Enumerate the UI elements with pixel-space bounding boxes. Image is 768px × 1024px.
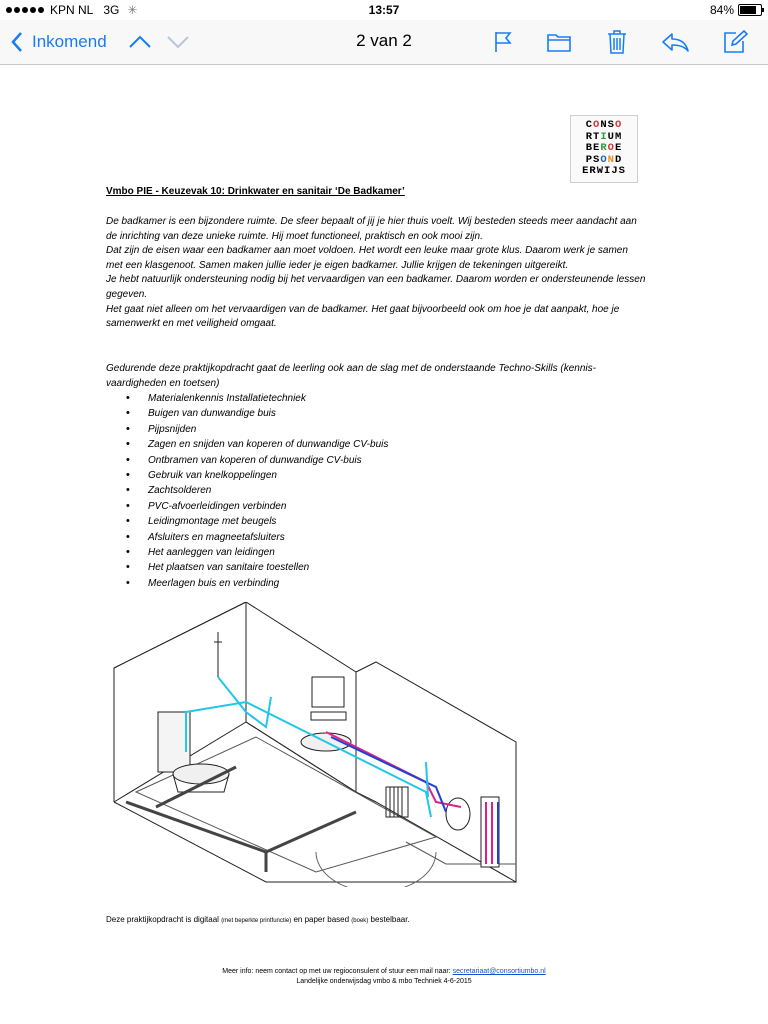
consortium-logo [570, 115, 638, 183]
flag-button[interactable] [492, 26, 514, 58]
flag-icon [492, 30, 514, 54]
skill-item: • Buigen van dunwandige buis [106, 406, 388, 421]
folder-icon [546, 31, 572, 53]
skills-intro: Gedurende deze praktijkopdracht gaat de leerling ook aan de slag met de onderstaande Techno-Skills (kennis- vaardigheden en toetsen) [106, 363, 596, 389]
footnote [106, 915, 410, 924]
logo-row: RTIUM [585, 130, 623, 143]
logo-row: BEROE [585, 142, 623, 154]
message-counter: 2 van 2 [356, 31, 412, 50]
delete-button[interactable] [605, 26, 629, 58]
skill-item: • Pijpsnijden [106, 422, 388, 437]
compose-button[interactable] [722, 26, 748, 58]
footnote-note: (boek) [351, 918, 369, 924]
footnote-text: en paper based [293, 915, 350, 924]
skill-item: • Het plaatsen van sanitaire toestellen [106, 560, 388, 575]
footnote-text: Deze praktijkopdracht is digitaal [106, 915, 219, 924]
network-label: 3G [103, 3, 120, 17]
reply-button[interactable] [660, 26, 690, 58]
footer-text: Meer info: neem contact op met uw regioconsulent of stuur een mail naar: [222, 968, 451, 975]
battery-percent: 84% [709, 3, 734, 17]
skill-item: • Afsluiters en magneetafsluiters [106, 530, 388, 545]
footnote-note: (met beperkte printfunctie) [221, 918, 292, 924]
logo-row: PSOND [585, 153, 623, 166]
skills-list [106, 391, 388, 591]
carrier-label: KPN NL [50, 3, 94, 17]
intro-text [106, 215, 646, 332]
back-label: Inkomend [32, 32, 107, 51]
skill-item: • Het aanleggen van leidingen [106, 545, 388, 560]
paragraph: Je hebt natuurlijk ondersteuning nodig bij het vervaardigen van een badkamer. Daarom worden er ondersteunende lessen gegeven. [106, 274, 646, 300]
reply-icon [660, 31, 690, 53]
skill-item: • Gebruik van knelkoppelingen [106, 468, 388, 483]
document-heading: Vmbo PIE - Keuzevak 10: Drinkwater en sanitair ‘De Badkamer’ [106, 186, 405, 197]
logo-row: CONSO [585, 119, 623, 131]
logo-row: ERWIJS [582, 165, 626, 177]
activity-spinner-icon: ✳ [127, 3, 138, 17]
paragraph: De badkamer is een bijzondere ruimte. De sfeer bepaalt of jij je hier thuis voelt. Wij besteden steeds meer aandacht aan de inrichting van deze unieke ruimte. Hij moet functioneel, praktisch en ook mooi zijn. [106, 216, 637, 242]
skill-item: • PVC-afvoerleidingen verbinden [106, 499, 388, 514]
pdf-document[interactable] [0, 65, 768, 1024]
bathroom-installation-drawing [106, 602, 526, 887]
footer-text: Landelijke onderwijsdag vmbo & mbo Techniek 4-6-2015 [296, 978, 472, 985]
paragraph: Dat zijn de eisen waar een badkamer aan moet voldoen. Het wordt een leuke maar grote klus. Daarom werk je samen met een klasgenoot. Samen maken jullie ieder je eigen badkamer. Jullie krijgen de tekeningen uitgereikt. [106, 245, 628, 271]
trash-icon [605, 29, 629, 55]
email-link[interactable]: secretariaat@consortiumbo.nl [452, 968, 546, 975]
skill-item: • Materialenkennis Installatietechniek [106, 391, 388, 406]
mail-toolbar [0, 20, 768, 65]
footnote-text: bestelbaar. [370, 915, 410, 924]
skill-item: • Ontbramen van koperen of dunwandige CV-buis [106, 453, 388, 468]
skill-item: • Meerlagen buis en verbinding [106, 576, 388, 591]
status-bar [0, 0, 768, 20]
battery-icon [738, 4, 762, 16]
clock: 13:57 [368, 3, 400, 17]
move-to-folder-button[interactable] [546, 26, 572, 58]
paragraph: Het gaat niet alleen om het vervaardigen van de badkamer. Het gaat bijvoorbeeld ook om hoe je dat aanpakt, hoe je samenwerkt en met veiligheid omgaat. [106, 303, 620, 330]
skill-item: • Zachtsolderen [106, 483, 388, 498]
document-footer [0, 967, 768, 987]
skill-item: • Leidingmontage met beugels [106, 514, 388, 529]
compose-icon [722, 29, 748, 55]
skill-item: • Zagen en snijden van koperen of dunwandige CV-buis [106, 437, 388, 452]
